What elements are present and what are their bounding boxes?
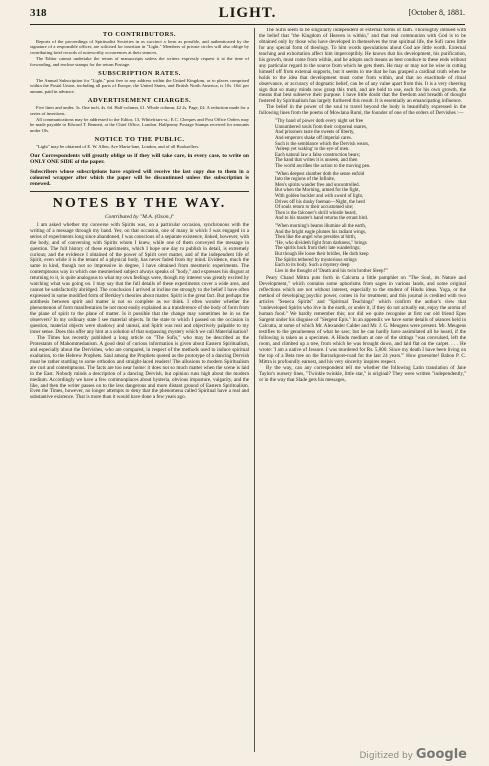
article-paragraph: The Sufis seem to be singularly independent of external forms of faith. Thoroughly imbued with the belief that "the Kingdom of Heaven is within," and that real communion with God is to be obtained only by those who have developed in themselves the true spiritual life, the Sufi cares little for any special form of theology. To him words speculations about God are little worth. External teaching and exhortation affect him imperceptibly. He knows that his development, his purification, his growth, must come from within, and he adopts such means as best conduce to these ends without any particular regard to the source from which he gets them. He may or may not be wise in cutting himself off from external supports, but it seems to me that he has grasped a cardinal truth when he holds to the idea that development must come from within, and that no exactitude of ritual observance, or accuracy of dogmatic belief, can be of any value apart from this. It is a very cheering sign that so many minds now grasp this truth, and are bold to use, each for his own growth, the means that best subserve their purpose. I have little doubt that the freedom and breadth of thought fostered by Spiritualism has largely furthered this result. It is essentially an emancipating influence. xyxy=(259,28,466,105)
trade-heading: NOTICE TO THE PUBLIC. xyxy=(94,136,185,144)
advert-text-1: Five lines and under, 3s. One inch, 4s. 6d. Half-column, £1. Whole column, £2 2s. Page, £4. A reduction made for a series of insertions. xyxy=(30,105,249,116)
article-paragraph: The belief in the power of the soul to travel beyond the body is beautifully expressed in the following lines from the poems of Mowlana Rumi, the founder of one of the orders of Dervishes :— xyxy=(259,104,466,117)
article-paragraph: The Times has recently published a long article on "The Sufis," who may be described as the Protestants of Mahommedanism. A good deal of curious information is given about Eastern Spiritualism, and especially about the Dervishes, who are compared, in respect of the methods used to induce spiritual exaltation, to the Hebrew Prophets. Saul among the Prophets quoted as the prototype of a dancing Dervish must be rather startling to some orthodox and straight-laced readers! The allusions to modern Spiritualism are curt and contemptuous. The facts are too near home: it does not so much matter when the scene is laid in the East. Nobody minds a description of a dancing Dervish, but opinion runs high about the modern medium. Accordingly we have a few commonplaces about hysteria, obvious imposture, vulgarity, and the like, and then the writer passes on to the less dangerous and more distant ground of Eastern Spiritualism. Even the Times, however, no longer attempts to deny that the phenomena called Spiritual have a real and substantive existence. That is more than it would have done a few years ago. xyxy=(30,334,249,401)
article-paragraph: Peary Chand Mittra puts forth in Calcutta a little pamphlet on "The Soul, its Nature and Development," which contains some aphorisms from sages in various lands, and some original reflections which are not without interest, especially to the student of Hindu ideas. Yoga, or the method of developing psychic power, comes in for treatment; and this journal is credited with two articles "Seneca Spirits" and "Spiritual Teachings" which confirm the author's view that "undeveloped Spirits who live in the earth, or under it, if they do not actually eat, enjoy the aroma of human food." We hardly remember this; nor did we quite recognise at first our old friend Epes Sargent under his disguise of "Sergent Epis." In an appendix we have some details of séances held in Calcutta, at some of which Mr. Alexander Calder and Mr. J. G. Meugens were present. Mr. Meugens testifies to the genuineness of what he saw; but he can hardly have assimilated all he heard, if the following is taken as a specimen. A Hindu medium at one of the sittings "was convulsed, left the room, and climbed up a tree, from which he was brought down, and laid flat on the carpet. . . . He wrote: 'I am a native of Jessore. I was murdered for Rs. 5,000. Since my death I have been living on the top of a Beta tree on the Barrackpore-road for the last 24 years.'" How gruesome! Baboo P. C. Mittra is profoundly earnest, and his very sincerity inspires respect. xyxy=(259,275,466,365)
trade-text: "Light" may be obtained of E. W. Allen, Ave Maria-lane, London, and of all Booksellers. xyxy=(36,144,200,150)
poem-stanza: "When deepest slumber doth the sense enfold Into the regions of the Infinite, Men's spirits wander free and uncontrolled. But when the Morning, armed for the fight, With golden buckler and with sword of light, Drives off his dusky foeman—Night, the herd Of souls return to their accustomed site; Then is the falconer's shrill whistle heard, And to his master's hand returns the errant bird. xyxy=(275,171,369,222)
issue-date: [October 8, 1881. xyxy=(408,8,465,17)
poem-stanza: "Thy hand of power doth every night set free Unnumbered souls from their corporeal snares, And prisoners taste the sweets of liberty, And emperors shake off imperial cares. Such is the semblance which the Dervish wears, 'Asleep yet waking' to the eye of men. Each natural law a false construction bears; The hand that writes it is unseen, and then The world ascribes the action to the moving pen. xyxy=(275,119,371,170)
google-logo: Google xyxy=(415,747,467,762)
contributors-heading: TO CONTRIBUTORS. xyxy=(102,31,177,38)
poem-stanza: "When morning's beams illumine all the earth, And the bright eagle plumes his radiant wings, Then like the angel who presides at birth, "He, who divideth light from darkness," brings The spirits back from their late wanderings; But though He loose their bridles, He doth keep The Spirits tethered by mysterious strings Each to its body. Such a mystery deep Lies in the thought of 'Death and his twin brother Sleep!'" xyxy=(275,223,388,274)
page-header xyxy=(30,7,465,23)
page-number: 318 xyxy=(30,7,47,19)
left-column xyxy=(30,28,249,758)
article-paragraph: By the way, can any correspondent tell me whether the following Latin translation of Jane Taylor's nursery lines, "Twinkle twinkle, little star," is original? They were written "independently," or in the way that Slade gets his messages, xyxy=(259,364,466,383)
header-rule xyxy=(30,24,465,25)
column-divider xyxy=(254,28,255,752)
digitized-watermark xyxy=(359,747,467,762)
section-rule xyxy=(30,191,249,192)
subscription-heading: SUBSCRIPTION RATES. xyxy=(98,70,181,78)
masthead-title: LIGHT. xyxy=(218,5,277,21)
contributors-text-2: The Editor cannot undertake the return of manuscripts unless the writers expressly request it at the time of forwarding, and enclose stamps for the return Postage. xyxy=(30,56,249,67)
digitized-label: Digitized by xyxy=(359,751,413,761)
contributors-text-1: Reports of the proceedings of Spiritualist Societies in as succinct a form as possible, and authenticated by the signature of a responsible officer, are solicited for insertion in "Light." Members of private circles will also oblige by contributing brief records of noteworthy occurrences at their seances. xyxy=(30,39,249,55)
article-title: NOTES BY THE WAY. xyxy=(52,195,227,211)
advert-heading: ADVERTISEMENT CHARGES. xyxy=(87,97,192,105)
article-paragraph: I am asked whether my converse with Spirits was, on a particular occasion, synchronous with the writing of a message through my hand. Yes; on that occasion, one of many in which I was engaged in a series of experiments long since abandoned, I was conscious of a separate existence, linked, however, with the body, and of conversing with Spirits whom I knew, while one of them conveyed the message in question. The full history of these experiments, which I hope one day to publish in detail, is extremely curious; and the evidence I obtained of the power of Spirit over matter, and of the independent life of Spirit, even while it is the tenant of a physical body, has never faded from my mind. Evidence, much the same in kind, though not so impressive in degree, I have obtained from mesmeric experiments. The contemptuous way in which one mesmerised subject always speaks of "body," and expresses his disgust at returning to it, is quite analogous to what my own feelings were, though my interest was greatly excited by watching what was going on. I may say that the full details of these experiments cover a wide area, and cannot be satisfactorily abridged. The conclusion I arrived at incline me strongly to the belief I have often expressed in some modified form of Berkley's theories about matter. Spirit is the great fact. But perhaps the antithesis between spirit and matter is not so complete as we think. I often wonder whether the phenomenon of form manifestation be not most easily explained as a transference of the body of form from the plane of spirit to the plane of matter. Is it possible that the change may sometimes be in us the observers? In my ordinary state I see material objects. In the state to which I passed on the occasion in question, material objects were shadowy and unreal, and Spirit was real and objectively palpable to my inner sense. Does this offer any hint at a solution of that surpassing mystery which we call Materialisation? xyxy=(30,221,249,335)
correspondents-note: Our Correspondents will greatly oblige us if they will take care, in every case, to write on ONLY ONE SIDE of the paper. xyxy=(30,152,249,166)
subscription-text: The Annual Subscription for "Light," post free to any address within the United Kingdom, or to places comprised within the Postal Union, including all parts of Europe, the United States, and British North America, is 10s. 10d. per annum, paid in advance. xyxy=(30,78,249,94)
right-column xyxy=(259,28,466,758)
subscribers-notice: Subscribers whose subscriptions have expired will receive the last copy due to them in a coloured wrapper after which the paper will be discontinued unless the subscription is renewed. xyxy=(30,168,249,188)
article-byline: Contributed by "M.A. (Oxon.)" xyxy=(104,213,175,220)
advert-text-2: All communications may be addressed to the Editor, 13, Whitefriars-st., E.C. Cheques and Post Office Orders may be made payable to Edward T. Bennett, at the Chief Office, London. Halfpenny Postage Stamps received for amounts under 10s. xyxy=(30,117,249,133)
